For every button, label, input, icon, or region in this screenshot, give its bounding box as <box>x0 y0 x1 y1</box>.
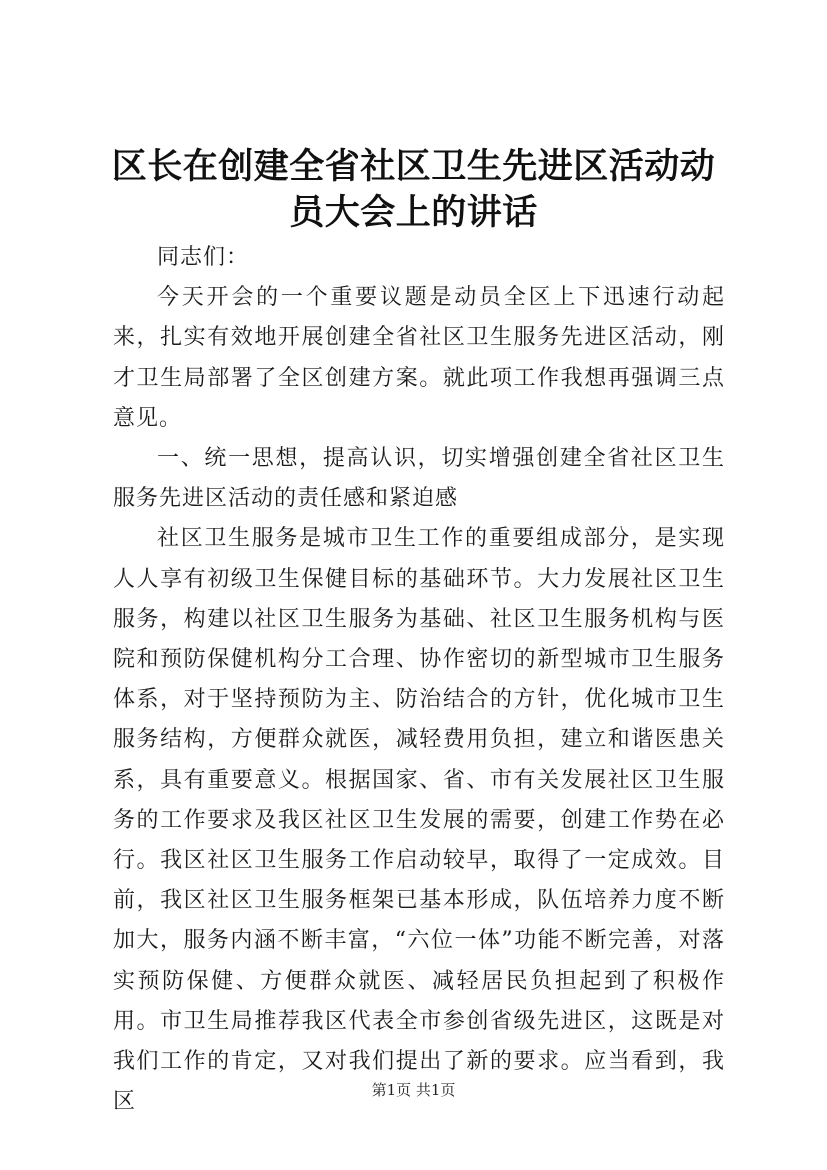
section-heading-1: 一、统一思想，提高认识，切实增强创建全省社区卫生服务先进区活动的责任感和紧迫感 <box>113 446 725 512</box>
paragraph-body: 社区卫生服务是城市卫生工作的重要组成部分，是实现人人享有初级卫生保健目标的基础环节。大力发展社区卫生服务，构建以社区卫生服务为基础、社区卫生服务机构与医院和预防保健机构分工合理、协作密切的新型城市卫生服务体系，对于坚持预防为主、防治结合的方针，优化城市卫生服务结构，方便群众就医，减轻费用负担，建立和谐医患关系，具有重要意义。根据国家、省、市有关发展社区卫生服务的工作要求及我区社区卫生发展的需要，创建工作势在必行。我区社区卫生服务工作启动较早，取得了一定成效。目前，我区社区卫生服务框架已基本形成，队伍培养力度不断加大，服务内涵不断丰富，“六位一体”功能不断完善，对落实预防保健、方便群众就医、减轻居民负担起到了积极作用。市卫生局推荐我区代表全市参创省级先进区，这既是对我们工作的肯定，又对我们提出了新的要求。应当看到，我区 <box>113 526 725 1115</box>
salutation: 同志们： <box>157 245 250 270</box>
page-footer: 第1页 共1页 <box>371 1081 456 1099</box>
document-body <box>113 238 725 1122</box>
paragraph-intro: 今天开会的一个重要议题是动员全区上下迅速行动起来，扎实有效地开展创建全省社区卫生服务先进区活动，刚才卫生局部署了全区创建方案。就此项工作我想再强调三点意见。 <box>113 285 725 431</box>
document-title: 区长在创建全省社区卫生先进区活动动员大会上的讲话 <box>111 146 716 233</box>
